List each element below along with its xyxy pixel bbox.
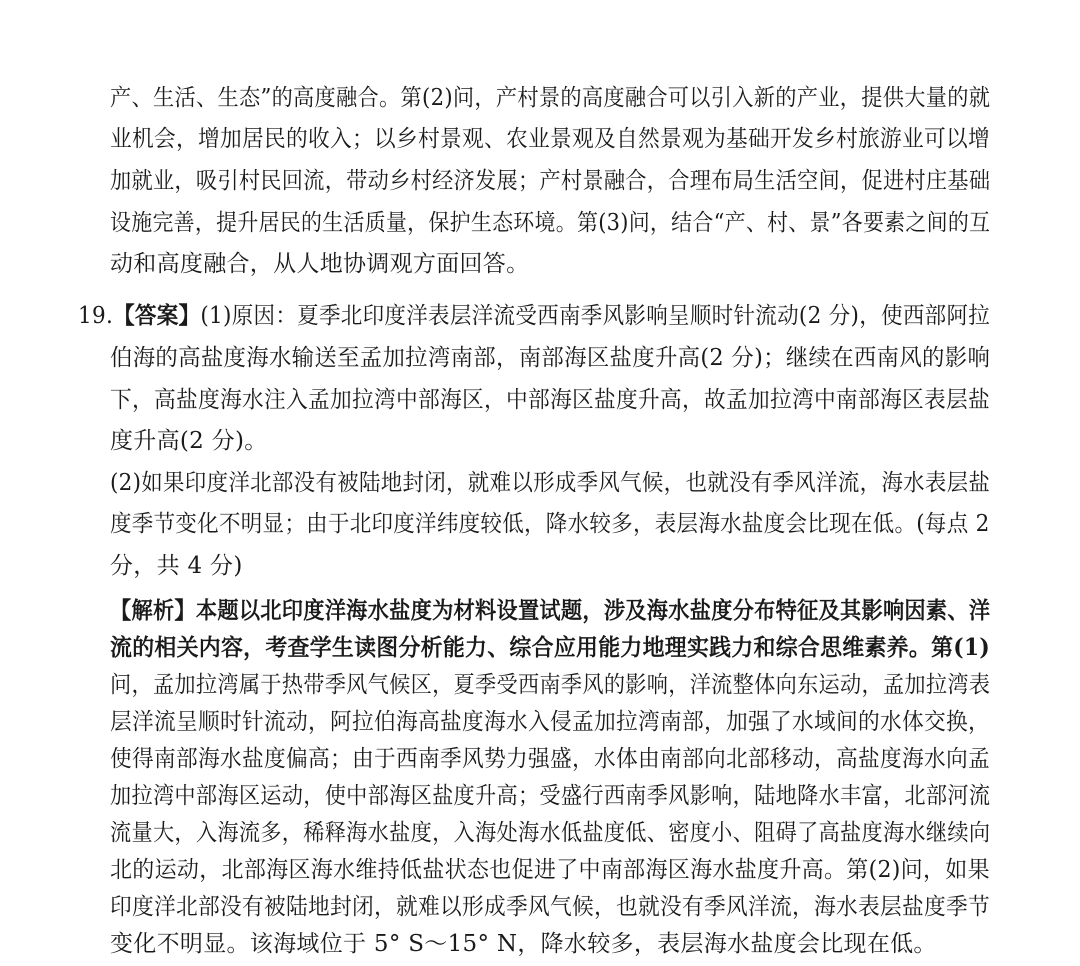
question-number: 19. xyxy=(78,303,114,329)
answer-line-2: 伯海的高盐度海水输送至孟加拉湾南部，南部海区盐度升高(2 分)；继续在西南风的影响 xyxy=(110,345,991,371)
analysis-line-9: 印度洋北部没有被陆地封闭，就难以形成季风气候，也就没有季风洋流，海水表层盐度季节 xyxy=(110,894,990,920)
answer-line-4: 度升高(2 分)。 xyxy=(110,428,268,454)
analysis-line-5: 使得南部海水盐度偏高；由于西南季风势力强盛，水体由南部向北部移动，高盐度海水向孟 xyxy=(110,746,990,772)
analysis-line-4: 层洋流呈顺时针流动，阿拉伯海高盐度海水入侵孟加拉湾南部，加强了水域间的水体交换， xyxy=(110,709,990,735)
intro-line-5: 动和高度融合，从人地协调观方面回答。 xyxy=(110,251,530,277)
answer-label: 【答案】 xyxy=(113,302,201,329)
analysis-text: 本题以北印度洋海水盐度为材料设置试题，涉及海水盐度分布特征及其影响因素、洋 xyxy=(195,597,991,624)
analysis-line-3: 问，孟加拉湾属于热带季风气候区，夏季受西南季风的影响，洋流整体向东运动，孟加拉湾表 xyxy=(110,672,991,698)
answer-line-7: 分，共 4 分) xyxy=(110,553,243,579)
analysis-line-1 xyxy=(110,591,990,631)
answer-line-3: 下，高盐度海水注入孟加拉湾中部海区，中部海区盐度升高，故孟加拉湾中南部海区表层盐 xyxy=(110,387,990,413)
answer-line-6: 度季节变化不明显；由于北印度洋纬度较低，降水较多，表层海水盐度会比现在低。(每点 2 xyxy=(110,511,990,537)
intro-line-3: 加就业，吸引村民回流，带动乡村经济发展；产村景融合，合理布局生活空间，促进村庄基础 xyxy=(110,168,991,194)
analysis-line-2: 流的相关内容，考查学生读图分析能力、综合应用能力地理实践力和综合思维素养。第(1) xyxy=(110,634,991,661)
analysis-line-6: 加拉湾中部海区运动，使中部海区盐度升高；受盛行西南季风影响，陆地降水丰富，北部河流 xyxy=(110,783,991,809)
intro-line-4: 设施完善，提升居民的生活质量，保护生态环境。第(3)问，结合“产、村、景”各要素之间的互 xyxy=(110,210,991,236)
analysis-line-10: 变化不明显。该海域位于 5° S～15° N，降水较多，表层海水盐度会比现在低。 xyxy=(110,931,937,957)
answer-text: (1)原因：夏季北印度洋表层洋流受西南季风影响呈顺时针流动(2 分)，使西部阿拉 xyxy=(200,303,991,329)
answer-line-1 xyxy=(78,296,990,336)
answer-line-5: (2)如果印度洋北部没有被陆地封闭，就难以形成季风气候，也就没有季风洋流，海水表层盐 xyxy=(110,470,991,496)
analysis-line-7: 流量大，入海流多，稀释海水盐度，入海处海水低盐度低、密度小、阻碍了高盐度海水继续向 xyxy=(110,820,991,846)
intro-line-2: 业机会，增加居民的收入；以乡村景观、农业景观及自然景观为基础开发乡村旅游业可以增 xyxy=(110,126,990,152)
analysis-line-8: 北的运动，北部海区海水维持低盐状态也促进了中南部海区海水盐度升高。第(2)问，如果 xyxy=(110,857,990,883)
intro-line-1: 产、生活、生态”的高度融合。第(2)问，产村景的高度融合可以引入新的产业，提供大量的就 xyxy=(110,85,991,111)
analysis-label: 【解析】 xyxy=(110,597,196,624)
